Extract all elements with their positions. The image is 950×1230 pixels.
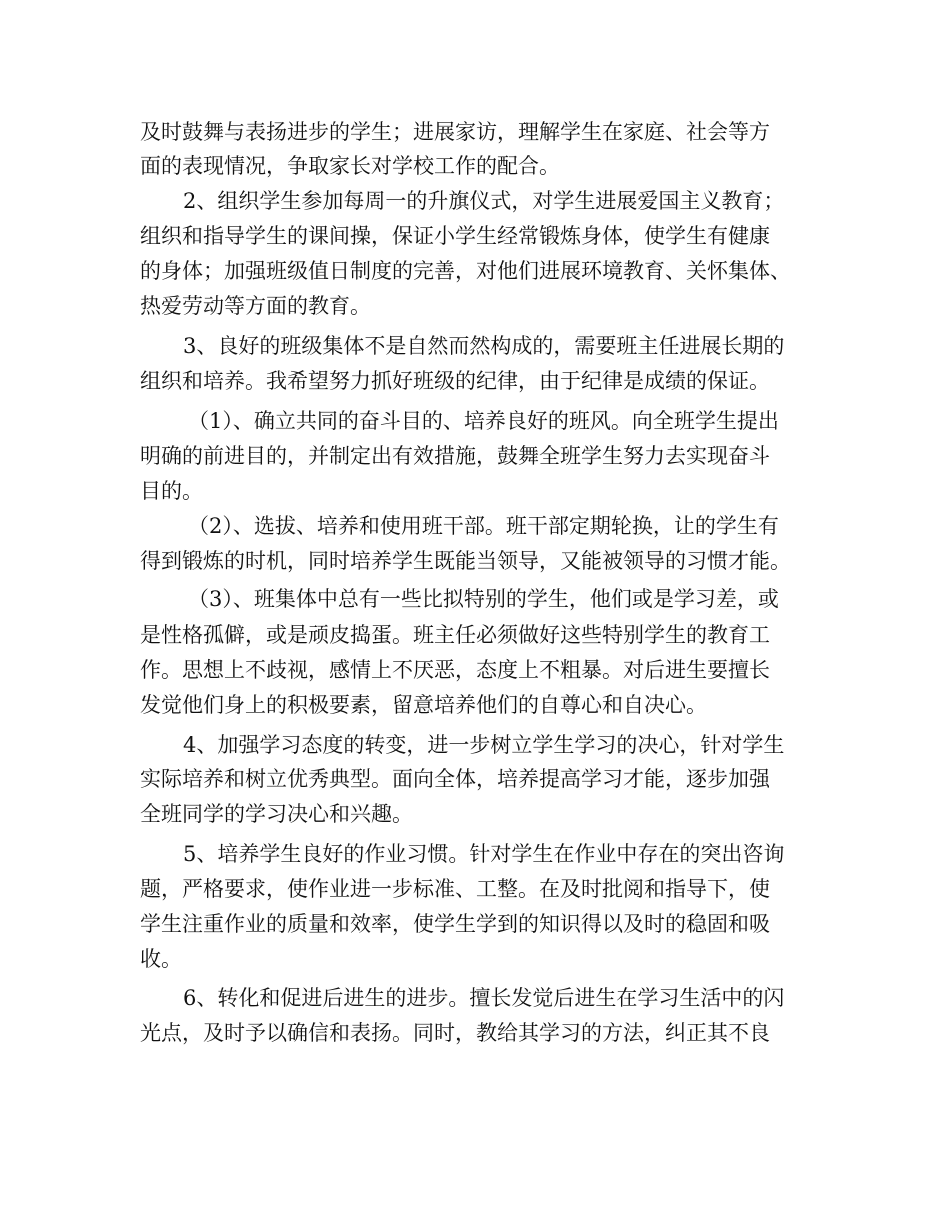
text-line: 是性格孤僻，或是顽皮捣蛋。班主任必须做好这些特别学生的教育工	[140, 623, 770, 647]
text-line: 学生注重作业的质量和效率，使学生学到的知识得以及时的稳固和吸	[140, 912, 770, 936]
text-line: 热爱劳动等方面的教育。	[140, 294, 371, 318]
text-line: 实际培养和树立优秀典型。面向全体，培养提高学习才能，逐步加强	[140, 767, 770, 791]
text-line: 组织和指导学生的课间操，保证小学生经常锻炼身体，使学生有健康	[140, 224, 770, 248]
text-line: （1）、确立共同的奋斗目的、培养良好的班风。向全班学生提出	[188, 409, 779, 433]
text-line: 题，严格要求，使作业进一步标准、工整。在及时批阅和指导下，使	[140, 877, 770, 901]
text-line: 6、转化和促进后进生的进步。擅长发觉后进生在学习生活中的闪	[183, 986, 785, 1010]
text-line: 光点，及时予以确信和表扬。同时，教给其学习的方法，纠正其不良	[140, 1021, 770, 1045]
text-line: 收。	[140, 947, 182, 971]
text-line: 面的表现情况，争取家长对学校工作的配合。	[140, 154, 560, 178]
text-line: （2）、选拔、培养和使用班干部。班干部定期轮换，让的学生有	[188, 514, 779, 538]
text-line: 的身体；加强班级值日制度的完善，对他们进展环境教育、关怀集体、	[140, 259, 791, 283]
text-line: 作。思想上不歧视，感情上不厌恶，态度上不粗暴。对后进生要擅长	[140, 658, 770, 682]
text-line: 及时鼓舞与表扬进步的学生；进展家访，理解学生在家庭、社会等方	[140, 120, 770, 144]
text-line: （3）、班集体中总有一些比拟特别的学生，他们或是学习差，或	[188, 587, 779, 611]
text-line: 明确的前进目的，并制定出有效措施，鼓舞全班学生努力去实现奋斗	[140, 444, 770, 468]
text-line: 全班同学的学习决心和兴趣。	[140, 802, 413, 826]
text-line: 2、组织学生参加每周一的升旗仪式，对学生进展爱国主义教育；	[183, 189, 785, 213]
text-line: 得到锻炼的时机，同时培养学生既能当领导，又能被领导的习惯才能。	[140, 549, 791, 573]
text-line: 5、培养学生良好的作业习惯。针对学生在作业中存在的突出咨询	[183, 842, 785, 866]
text-line: 组织和培养。我希望努力抓好班级的纪律，由于纪律是成绩的保证。	[140, 369, 770, 393]
text-line: 3、良好的班级集体不是自然而然构成的，需要班主任进展长期的	[183, 334, 785, 358]
text-line: 4、加强学习态度的转变，进一步树立学生学习的决心，针对学生	[183, 733, 785, 757]
text-line: 发觉他们身上的积极要素，留意培养他们的自尊心和自决心。	[140, 693, 707, 717]
text-line: 目的。	[140, 479, 203, 503]
